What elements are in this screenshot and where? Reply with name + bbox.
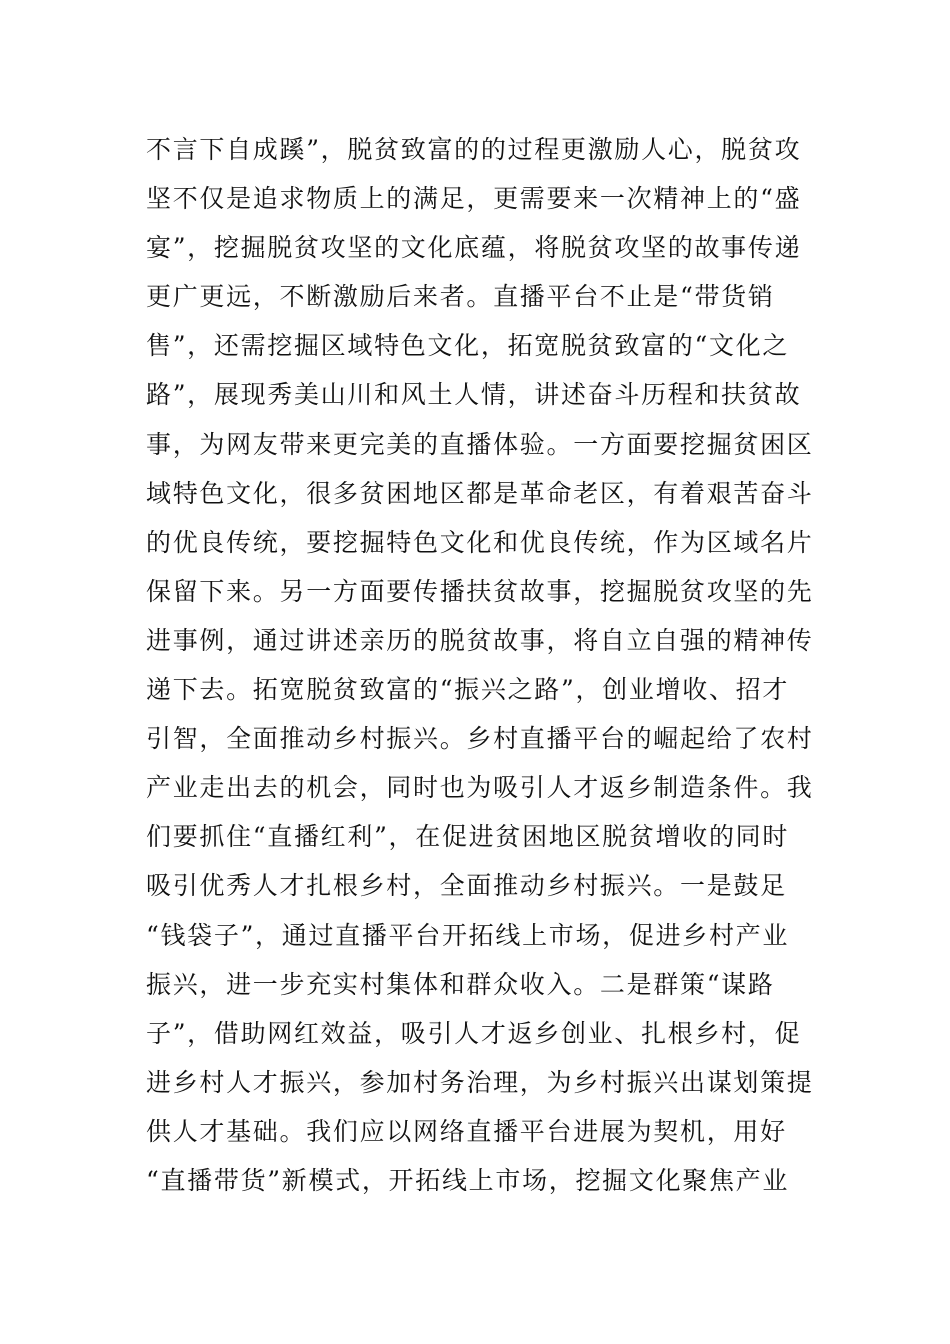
text-line: 售”，还需挖掘区域特色文化，拓宽脱贫致富的“文化之	[146, 331, 790, 361]
body-text	[146, 125, 816, 1205]
text-line: 不言下自成蹊”，脱贫致富的的过程更激励人心，脱贫攻	[146, 135, 802, 164]
text-line: 坚不仅是追求物质上的满足，更需要来一次精神上的“盛	[146, 184, 802, 214]
text-line: 振兴，进一步充实村集体和群众收入。二是群策“谋路	[146, 969, 775, 999]
text-line: 更广更远，不断激励后来者。直播平台不止是“带货销	[146, 282, 775, 312]
text-line: 宴”，挖掘脱贫攻坚的文化底蕴，将脱贫攻坚的故事传递	[146, 233, 802, 263]
text-line: 供人才基础。我们应以网络直播平台进展为契机，用好	[146, 1116, 787, 1146]
text-line: 子”，借助网红效益，吸引人才返乡创业、扎根乡村，促	[146, 1018, 802, 1048]
text-line: 进乡村人才振兴，参加村务治理，为乡村振兴出谋划策提	[146, 1067, 814, 1097]
text-line: “钱袋子”，通过直播平台开拓线上市场，促进乡村产业	[146, 920, 790, 950]
text-line: 吸引优秀人才扎根乡村，全面推动乡村振兴。一是鼓足	[146, 871, 787, 901]
text-line: 进事例，通过讲述亲历的脱贫故事，将自立自强的精神传	[146, 625, 814, 655]
text-line: 的优良传统，要挖掘特色文化和优良传统，作为区域名片	[146, 527, 814, 557]
text-line: 递下去。拓宽脱贫致富的“振兴之路”，创业增收、招才	[146, 675, 790, 705]
text-line: 域特色文化，很多贫困地区都是革命老区，有着艰苦奋斗	[146, 478, 814, 508]
text-line: 保留下来。另一方面要传播扶贫故事，挖掘脱贫攻坚的先	[146, 576, 814, 606]
text-line: 产业走出去的机会，同时也为吸引人才返乡制造条件。我	[146, 773, 814, 803]
text-line: 事，为网友带来更完美的直播体验。一方面要挖掘贫困区	[146, 429, 814, 459]
text-line: 引智，全面推动乡村振兴。乡村直播平台的崛起给了农村	[146, 724, 814, 754]
text-line: “直播带货”新模式，开拓线上市场，挖掘文化聚焦产业	[146, 1165, 790, 1195]
text-line: 们要抓住“直播红利”，在促进贫困地区脱贫增收的同时	[146, 822, 790, 852]
text-line: 路”，展现秀美山川和风土人情，讲述奋斗历程和扶贫故	[146, 380, 802, 410]
